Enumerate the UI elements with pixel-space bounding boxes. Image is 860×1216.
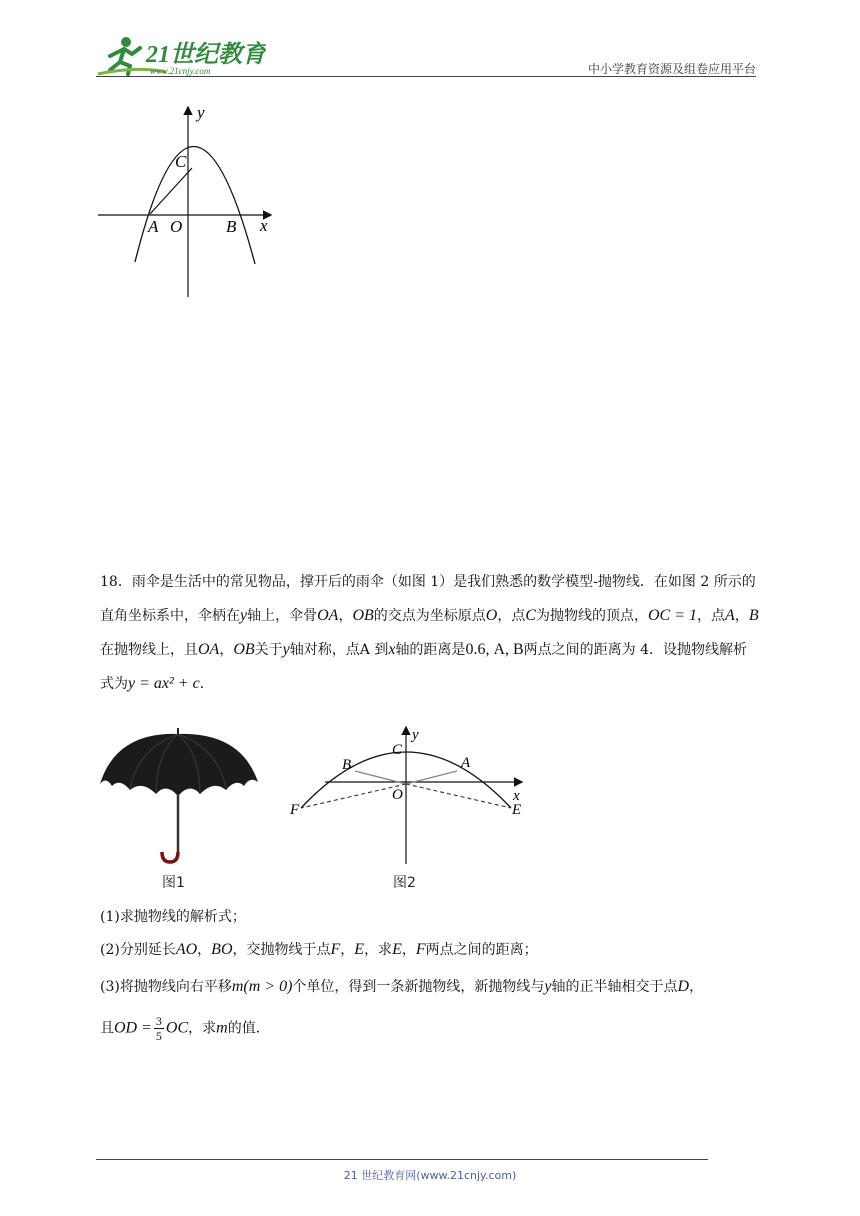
q2-text: 两点之间的距离；	[425, 942, 538, 958]
point-a-label: A	[148, 217, 159, 236]
q3-text: 个单位，得到一条新抛物线，新抛物线与	[292, 979, 545, 995]
q3-text: ，	[689, 979, 704, 995]
q3-text: ，求	[188, 1020, 217, 1037]
q3-text: 的值．	[227, 1020, 270, 1037]
stem-text: ，	[338, 608, 353, 624]
math-f: F	[415, 941, 426, 958]
stem-text: ．	[199, 676, 214, 692]
q3-text: 且	[100, 1020, 114, 1037]
point-a-label: A	[461, 755, 471, 771]
question-1: (1)求抛物线的解析式；	[100, 909, 246, 925]
q2-text: ，	[401, 942, 416, 958]
math-y: y	[544, 978, 552, 995]
figure-parabola-top	[90, 100, 290, 305]
math-oc: OC	[165, 1019, 189, 1037]
math-oa: OA	[317, 607, 339, 624]
q3-text: 轴的正半轴相交于点	[551, 979, 678, 995]
point-e-label: E	[512, 802, 522, 818]
figure-umbrella-model	[285, 722, 530, 867]
stem-text: 雨伞是生活中的常见物品，撑开后的雨伞（如图 1）是我们熟悉的数学模型-抛物线．在如图 2 所示的直角坐标系中，伞柄在	[100, 574, 756, 624]
question-3-line-2	[100, 1014, 270, 1043]
math-m: m	[216, 1019, 228, 1037]
point-b-label: B	[342, 757, 352, 773]
math-oc-eq-1: OC = 1	[648, 607, 698, 624]
question-3-line-1	[100, 976, 703, 996]
segment-ac	[150, 168, 192, 214]
footer-site-text: 21 世纪教育网(www.21cnjy.com)	[343, 1169, 517, 1182]
x-axis-label: x	[513, 788, 520, 804]
math-value: 0.6, A, B	[465, 641, 524, 658]
stem-text: 在抛物线上，且	[100, 642, 198, 658]
segment-oe-dashed	[406, 784, 511, 808]
stem-text: ，	[219, 642, 234, 658]
fraction-denominator: 5	[155, 1029, 162, 1043]
math-a: A	[725, 607, 735, 624]
question-2	[100, 939, 538, 959]
math-y: y	[240, 607, 248, 624]
math-x: x	[388, 641, 396, 658]
umbrella-icon	[100, 728, 258, 862]
math-od: OD =	[114, 1019, 152, 1037]
math-ob: OB	[352, 607, 374, 624]
stem-text: 两点之间的距离为 4．设抛物线解析式为	[100, 642, 748, 692]
math-b: B	[748, 607, 759, 624]
math-y: y	[282, 641, 290, 658]
stem-text: 为抛物线的顶点，	[536, 608, 648, 624]
point-o-label: O	[392, 787, 403, 803]
stem-text: ，	[734, 608, 749, 624]
header-divider	[96, 76, 756, 77]
stem-text: 轴上，伞骨	[247, 608, 318, 624]
y-axis-label: y	[412, 727, 419, 743]
segment-of-dashed	[301, 784, 406, 808]
q2-text: ，交抛物线于点	[232, 942, 331, 958]
math-oa: OA	[198, 641, 220, 658]
point-c-label: C	[175, 152, 187, 171]
footer-divider	[96, 1159, 708, 1160]
stem-text: 轴的距离是	[395, 642, 466, 658]
point-c-label: C	[392, 742, 403, 758]
math-o: O	[485, 607, 498, 624]
fraction-3-5	[154, 1014, 164, 1043]
q2-text: (2)分别延长	[100, 942, 176, 958]
math-e: E	[354, 941, 365, 958]
site-logo	[96, 34, 266, 80]
math-e: E	[392, 941, 402, 958]
problem-number: 18．	[100, 574, 132, 590]
math-c: C	[525, 607, 536, 624]
stem-text: 关于	[254, 642, 283, 658]
math-d: D	[677, 978, 690, 995]
stem-text: ，点	[697, 608, 726, 624]
q3-text: (3)将抛物线向右平移	[100, 979, 232, 995]
problem-18-stem	[100, 566, 760, 701]
x-axis-label: x	[260, 216, 268, 235]
fraction-numerator: 3	[155, 1014, 162, 1028]
math-formula: y = ax² + c	[128, 675, 200, 692]
math-ao: AO	[175, 941, 198, 958]
y-axis-label: y	[197, 103, 205, 122]
point-f-label: F	[290, 802, 300, 818]
math-ob: OB	[233, 641, 255, 658]
stem-text: 的交点为坐标原点	[373, 608, 486, 624]
q2-text: ，求	[364, 942, 393, 958]
figure-umbrella	[96, 724, 266, 869]
point-b-label: B	[226, 217, 237, 236]
point-o-label: O	[170, 217, 183, 236]
parabola-curve	[135, 146, 255, 264]
logo-text: 21世纪教育	[146, 42, 266, 68]
math-m-condition: m(m > 0)	[231, 978, 293, 995]
q2-text: ，	[197, 942, 212, 958]
q2-text: ，	[340, 942, 355, 958]
math-f: F	[330, 941, 341, 958]
stem-text: 轴对称，点A 到	[289, 642, 389, 658]
header-platform-text: 中小学教育资源及组卷应用平台	[587, 62, 756, 76]
logo-url: www.21cnjy.com	[150, 66, 211, 76]
math-bo: BO	[211, 941, 233, 958]
stem-text: ，点	[497, 608, 526, 624]
figure-1-caption: 图1	[162, 875, 185, 891]
figure-2-caption: 图2	[393, 875, 416, 891]
